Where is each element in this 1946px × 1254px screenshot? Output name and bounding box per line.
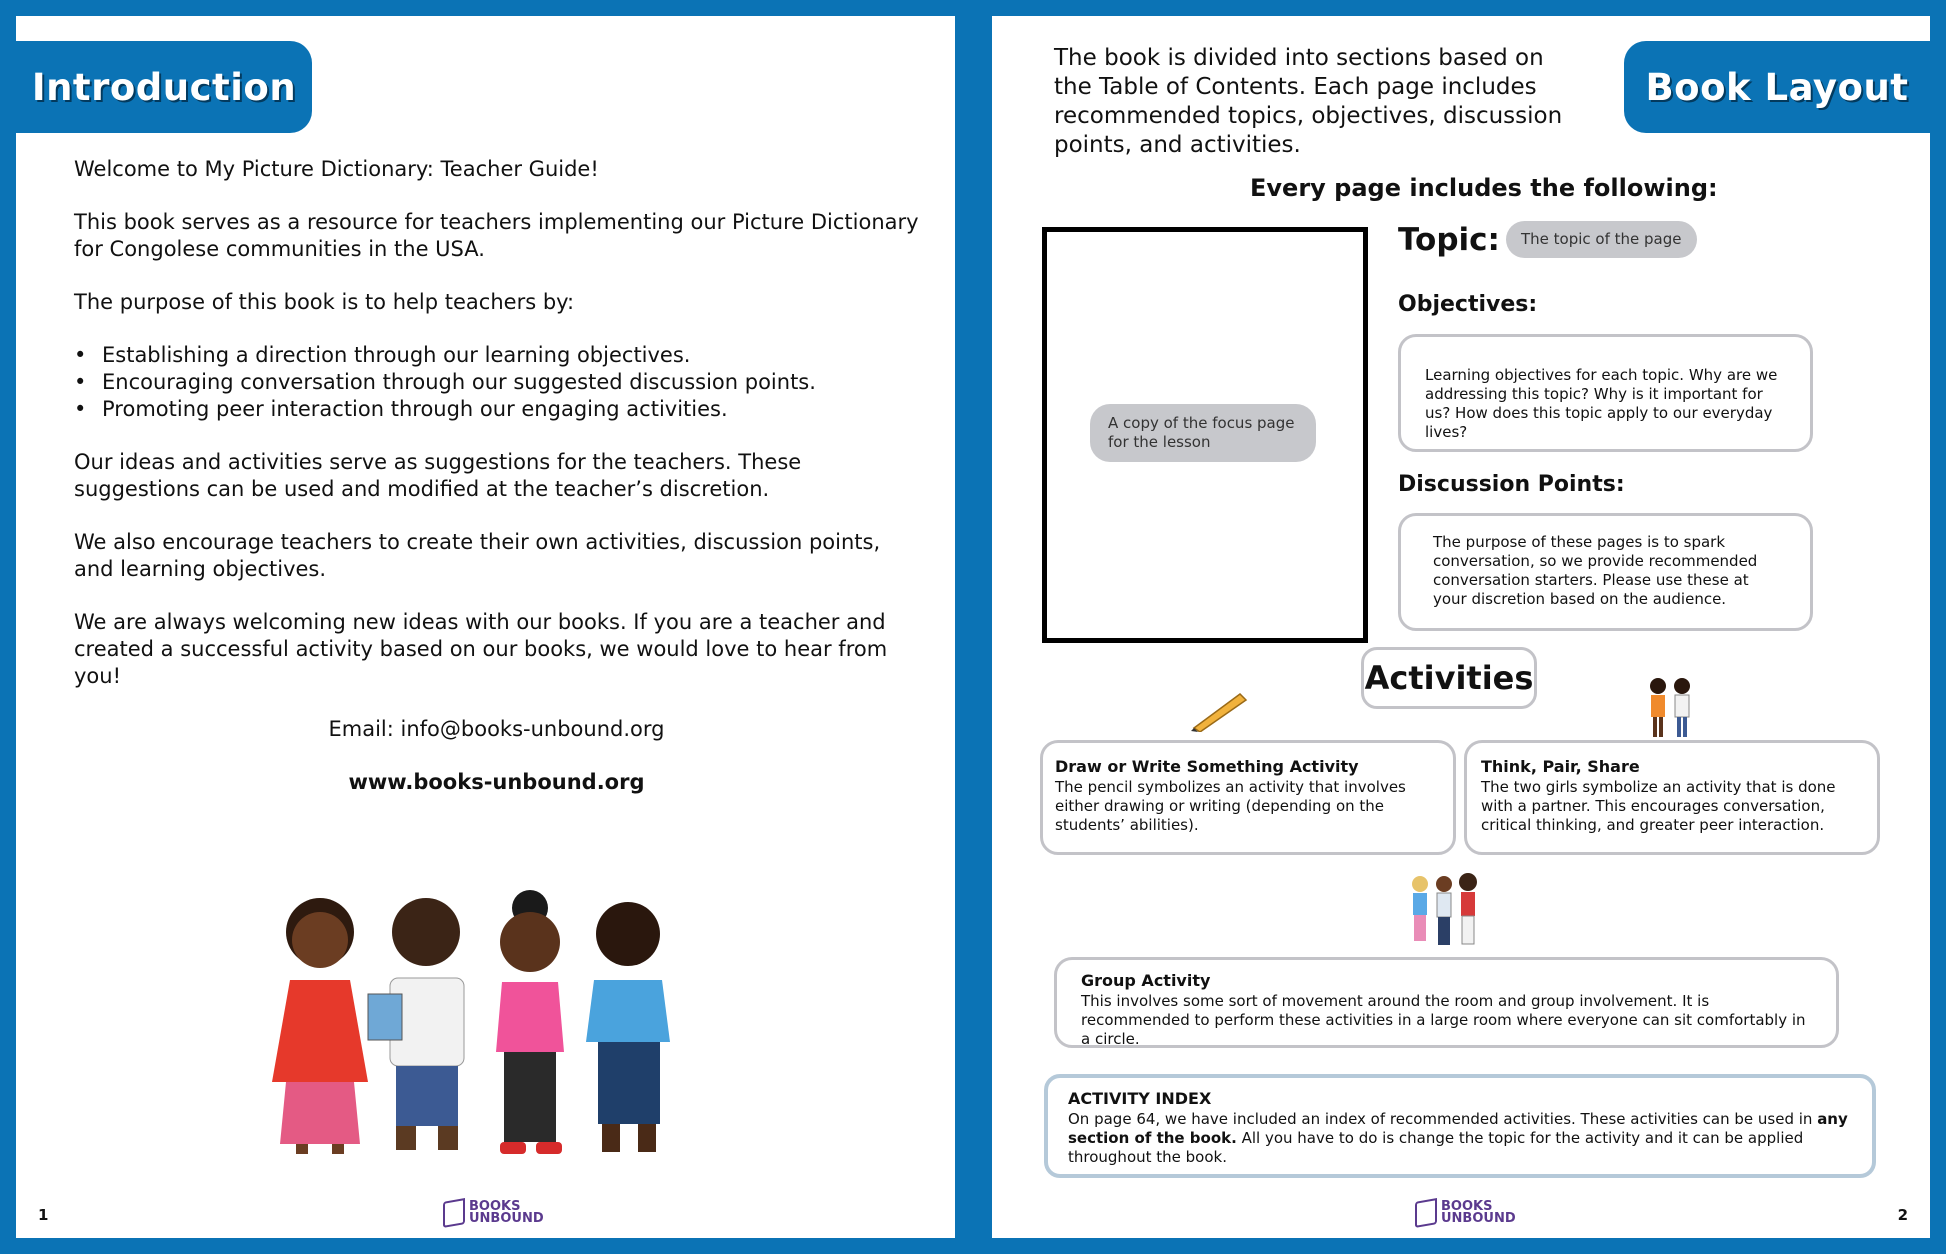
page-book-layout	[992, 16, 1930, 1238]
child-figure	[368, 898, 464, 1150]
draw-activity-text: The pencil symbolizes an activity that involves either drawing or writing (depending on the students’ abilities).	[1055, 778, 1406, 834]
objectives-label: Objectives:	[1398, 292, 1538, 317]
two-girls-icon	[1644, 676, 1696, 742]
activity-index-text	[1068, 1110, 1852, 1167]
draw-activity-box	[1040, 740, 1456, 855]
group-icon	[1404, 870, 1490, 952]
introduction-body	[74, 156, 919, 822]
books-unbound-logo	[1415, 1200, 1516, 1226]
list-item: • Encouraging conversation through our suggested discussion points.	[102, 369, 919, 396]
books-unbound-logo	[443, 1200, 544, 1226]
child-figure	[586, 902, 670, 1152]
objectives-box: Learning objectives for each topic. Why are we addressing this topic? Why is it important for us? How does this topic apply to our everyday lives?	[1398, 334, 1813, 452]
logo-line: UNBOUND	[469, 1211, 544, 1226]
index-text-emphasis: any section of the book.	[1068, 1110, 1848, 1147]
discussion-box: The purpose of these pages is to spark conversation, so we provide recommended conversation starters. Please use these at your discretion based on the audience.	[1398, 513, 1813, 631]
child-figure	[272, 898, 368, 1154]
page-number: 2	[1897, 1206, 1908, 1224]
book-icon	[1415, 1198, 1437, 1228]
layout-intro: The book is divided into sections based on the Table of Contents. Each page includes recommended topics, objectives, discussion points, and activities.	[1054, 45, 1563, 158]
index-text: On page 64, we have included an index of recommended activities. These activities can be used in	[1068, 1110, 1818, 1128]
index-text: All you have to do is change the topic for the activity and it can be applied throughout the book.	[1068, 1129, 1804, 1166]
activity-index-title: ACTIVITY INDEX	[1068, 1089, 1212, 1108]
purpose-list	[74, 342, 919, 423]
pencil-icon	[1190, 688, 1248, 732]
list-item: • Promoting peer interaction through our engaging activities.	[102, 396, 919, 423]
page-number: 1	[38, 1206, 49, 1224]
resource-text: This book serves as a resource for teachers implementing our Picture Dictionary for Congolese communities in the USA.	[74, 210, 919, 261]
think-pair-share-text: The two girls symbolize an activity that is done with a partner. This encourages conversation, critical thinking, and greater peer interaction.	[1481, 778, 1836, 834]
logo-line: BOOKS	[1441, 1199, 1493, 1214]
discussion-label: Discussion Points:	[1398, 472, 1625, 497]
encourage-text: We also encourage teachers to create their own activities, discussion points, and learning objectives.	[74, 530, 881, 581]
suggestions-text: Our ideas and activities serve as suggestions for the teachers. These suggestions can be used and modified at the teacher’s discretion.	[74, 450, 802, 501]
logo-line: BOOKS	[469, 1199, 521, 1214]
list-item: • Establishing a direction through our learning objectives.	[102, 342, 919, 369]
topic-label: Topic:	[1398, 222, 1500, 258]
welcoming-text: We are always welcoming new ideas with our books. If you are a teacher and created a successful activity based on our books, we would love to hear from you!	[74, 610, 888, 688]
logo-line: UNBOUND	[1441, 1211, 1516, 1226]
every-page-heading: Every page includes the following:	[1250, 174, 1718, 202]
introduction-header: Introduction	[16, 41, 312, 133]
think-pair-share-box	[1464, 740, 1880, 855]
group-activity-box	[1054, 957, 1839, 1048]
group-activity-title: Group Activity	[1081, 971, 1211, 990]
focus-page-chip: A copy of the focus page for the lesson	[1090, 404, 1316, 462]
welcome-text: Welcome to My Picture Dictionary: Teacher Guide!	[74, 157, 599, 181]
child-figure	[496, 890, 564, 1154]
focus-page-frame	[1042, 227, 1368, 643]
draw-activity-title: Draw or Write Something Activity	[1055, 757, 1359, 776]
page-introduction	[16, 16, 955, 1238]
topic-chip: The topic of the page	[1506, 221, 1697, 258]
book-layout-header: Book Layout	[1624, 41, 1930, 133]
purpose-text: The purpose of this book is to help teachers by:	[74, 290, 575, 314]
activities-heading: Activities	[1361, 647, 1537, 709]
think-pair-share-title: Think, Pair, Share	[1481, 757, 1640, 776]
group-activity-text: This involves some sort of movement around the room and group involvement. It is recommended to perform these activities in a large room where everyone can sit comfortably in a circle.	[1081, 992, 1806, 1048]
email-text[interactable]: Email: info@books-unbound.org	[328, 717, 665, 741]
website-link[interactable]: www.books-unbound.org	[348, 770, 645, 794]
book-icon	[443, 1198, 465, 1228]
activity-index-box	[1044, 1074, 1876, 1178]
children-illustration	[256, 882, 716, 1162]
